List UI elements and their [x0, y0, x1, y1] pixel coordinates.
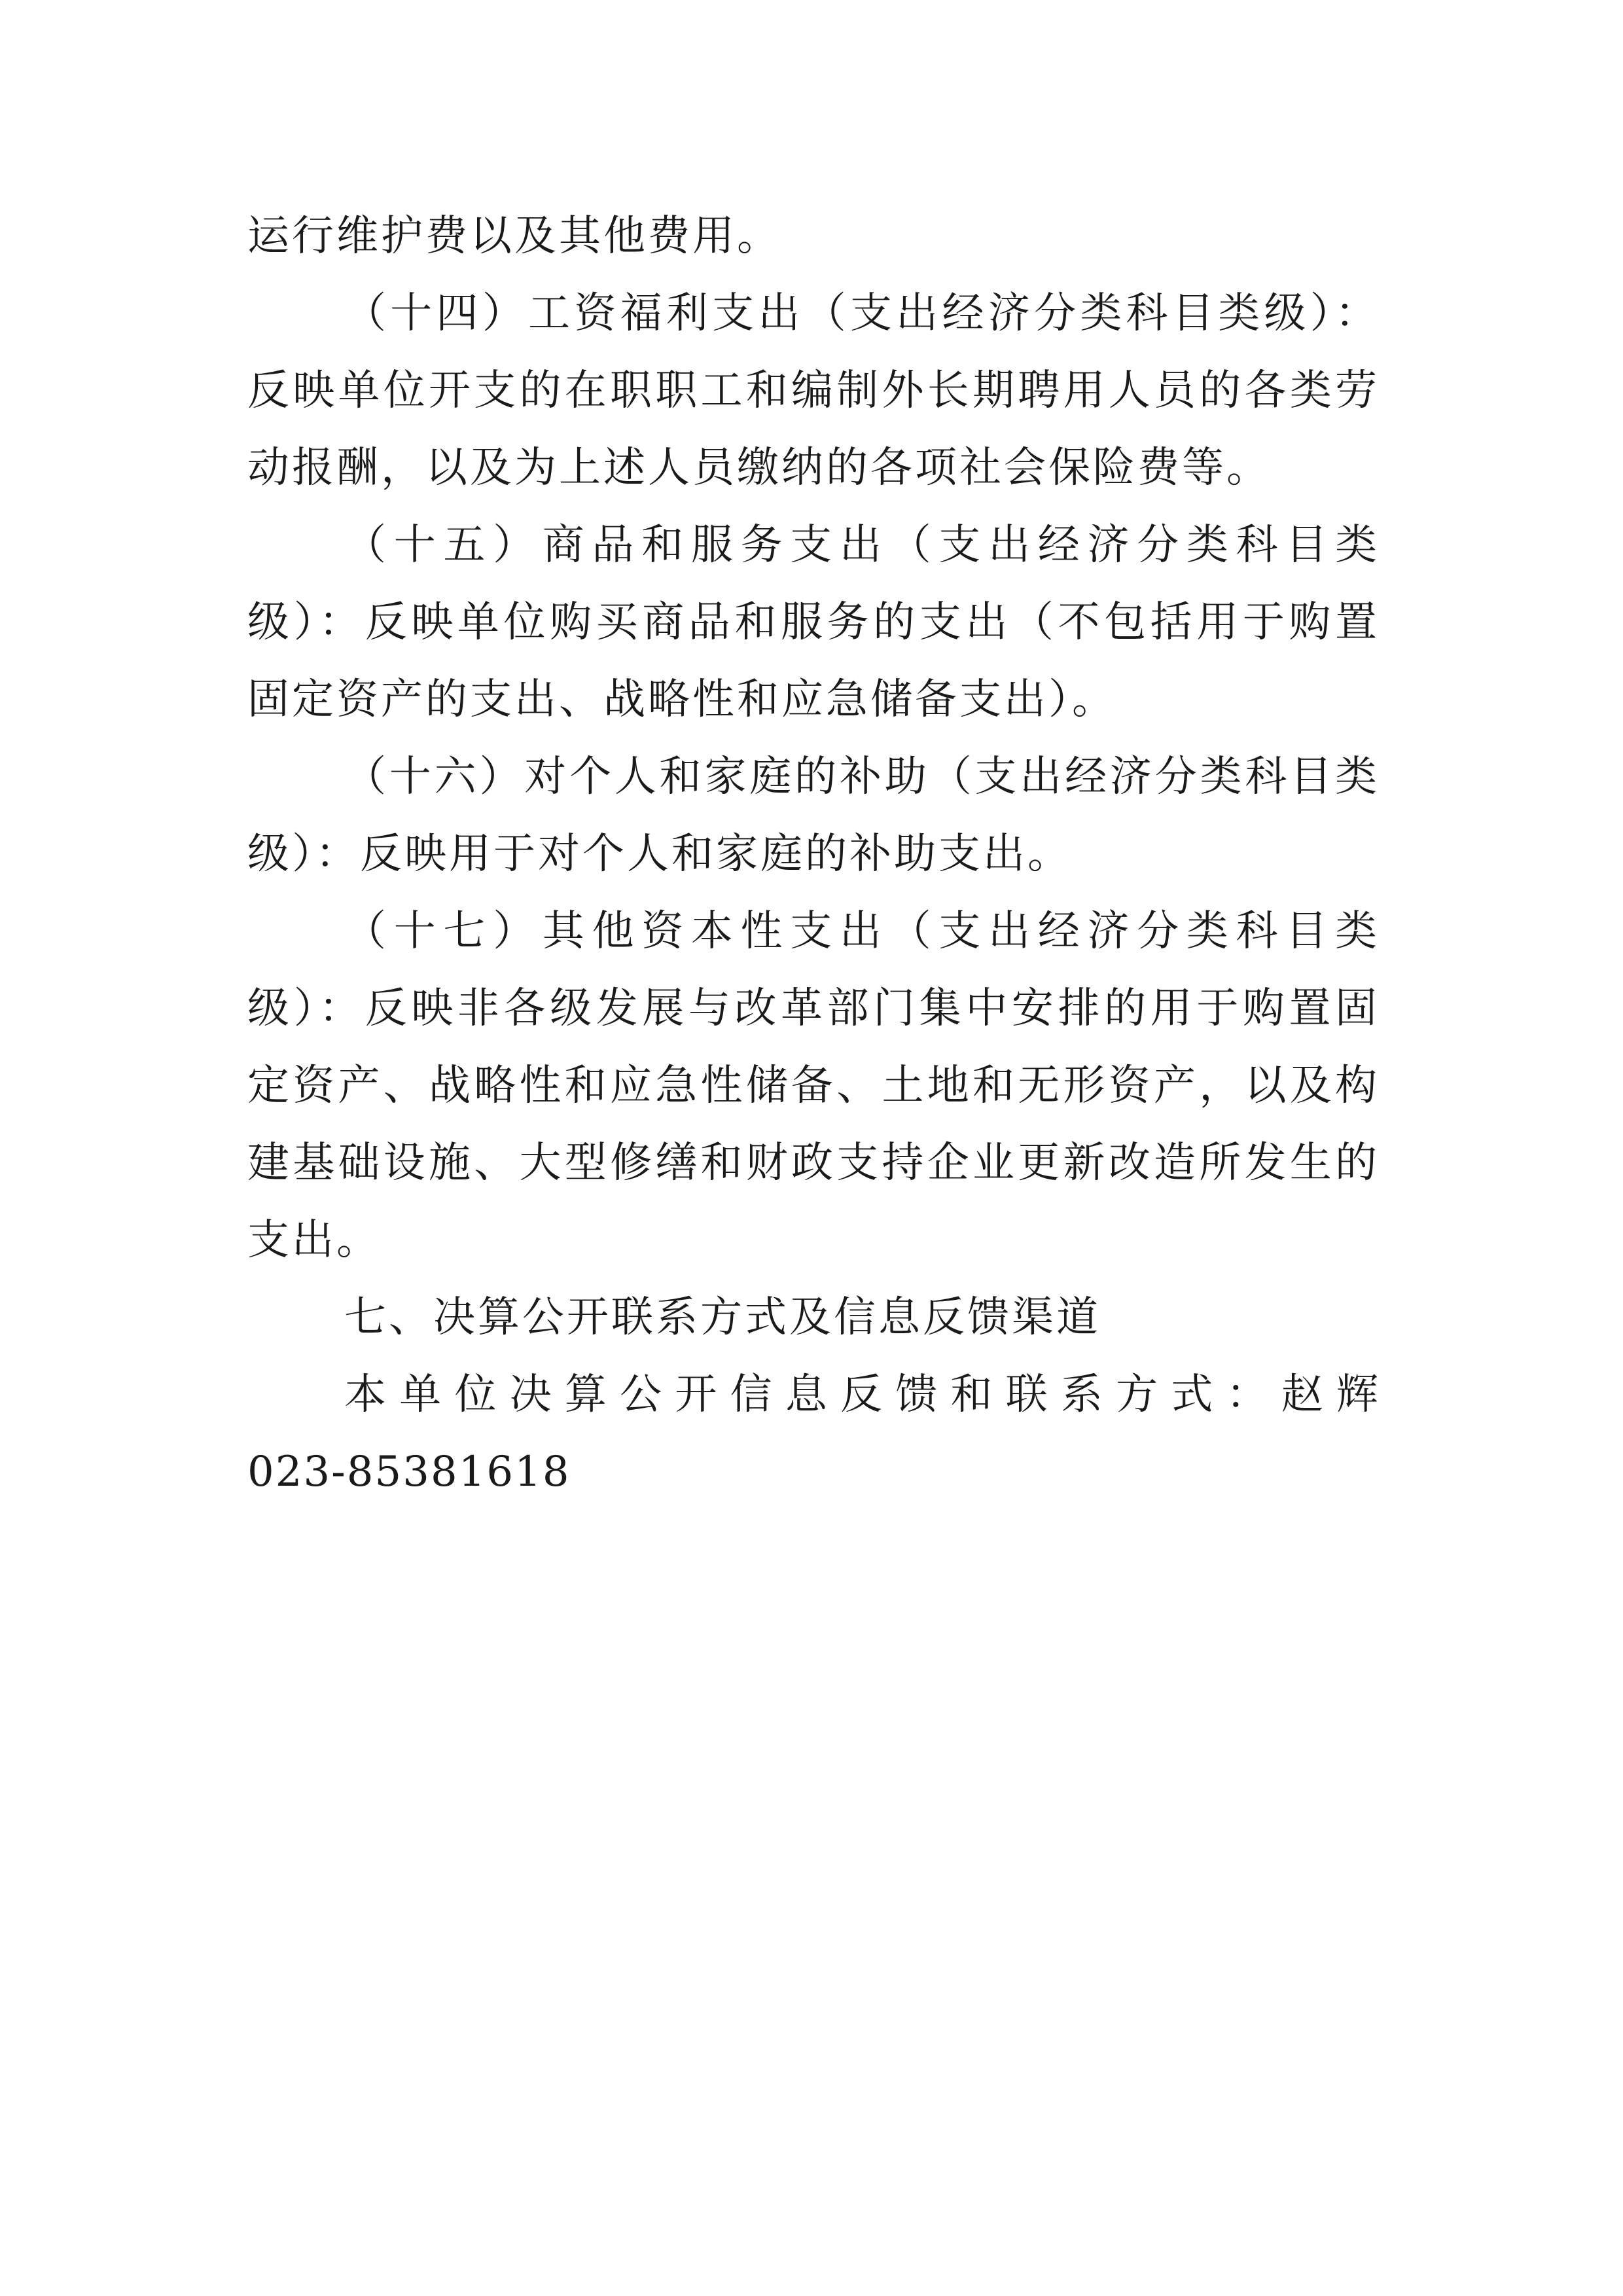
paragraph-continuation: 运行维护费以及其他费用。 — [247, 212, 781, 260]
paragraph-item-14: （十四）工资福利支出（支出经济分类科目类级）：反映单位开支的在职职工和编制外长期聘用人员的各类劳动报酬，以及为上述人员缴纳的各项社会保险费等。 — [247, 289, 1380, 492]
contact-phone: 023-85381618 — [247, 1448, 571, 1496]
paragraph-item-16: （十六）对个人和家庭的补助（支出经济分类科目类级）：反映用于对个人和家庭的补助支出。 — [247, 753, 1380, 878]
document-body — [247, 198, 1380, 1511]
section-heading-7: 七、决算公开联系方式及信息反馈渠道 — [344, 1293, 1101, 1342]
paragraph-item-15: （十五）商品和服务支出（支出经济分类科目类级）：反映单位购买商品和服务的支出（不包括用于购置固定资产的支出、战略性和应急储备支出）。 — [247, 521, 1380, 724]
contact-line: 本单位决算公开信息反馈和联系方式：赵辉 — [344, 1371, 1380, 1419]
paragraph-item-17: （十七）其他资本性支出（支出经济分类科目类级）：反映非各级发展与改革部门集中安排的用于购置固定资产、战略性和应急性储备、土地和无形资产，以及构建基础设施、大型修缮和财政支持企业更新改造所发生的支出。 — [247, 907, 1380, 1265]
